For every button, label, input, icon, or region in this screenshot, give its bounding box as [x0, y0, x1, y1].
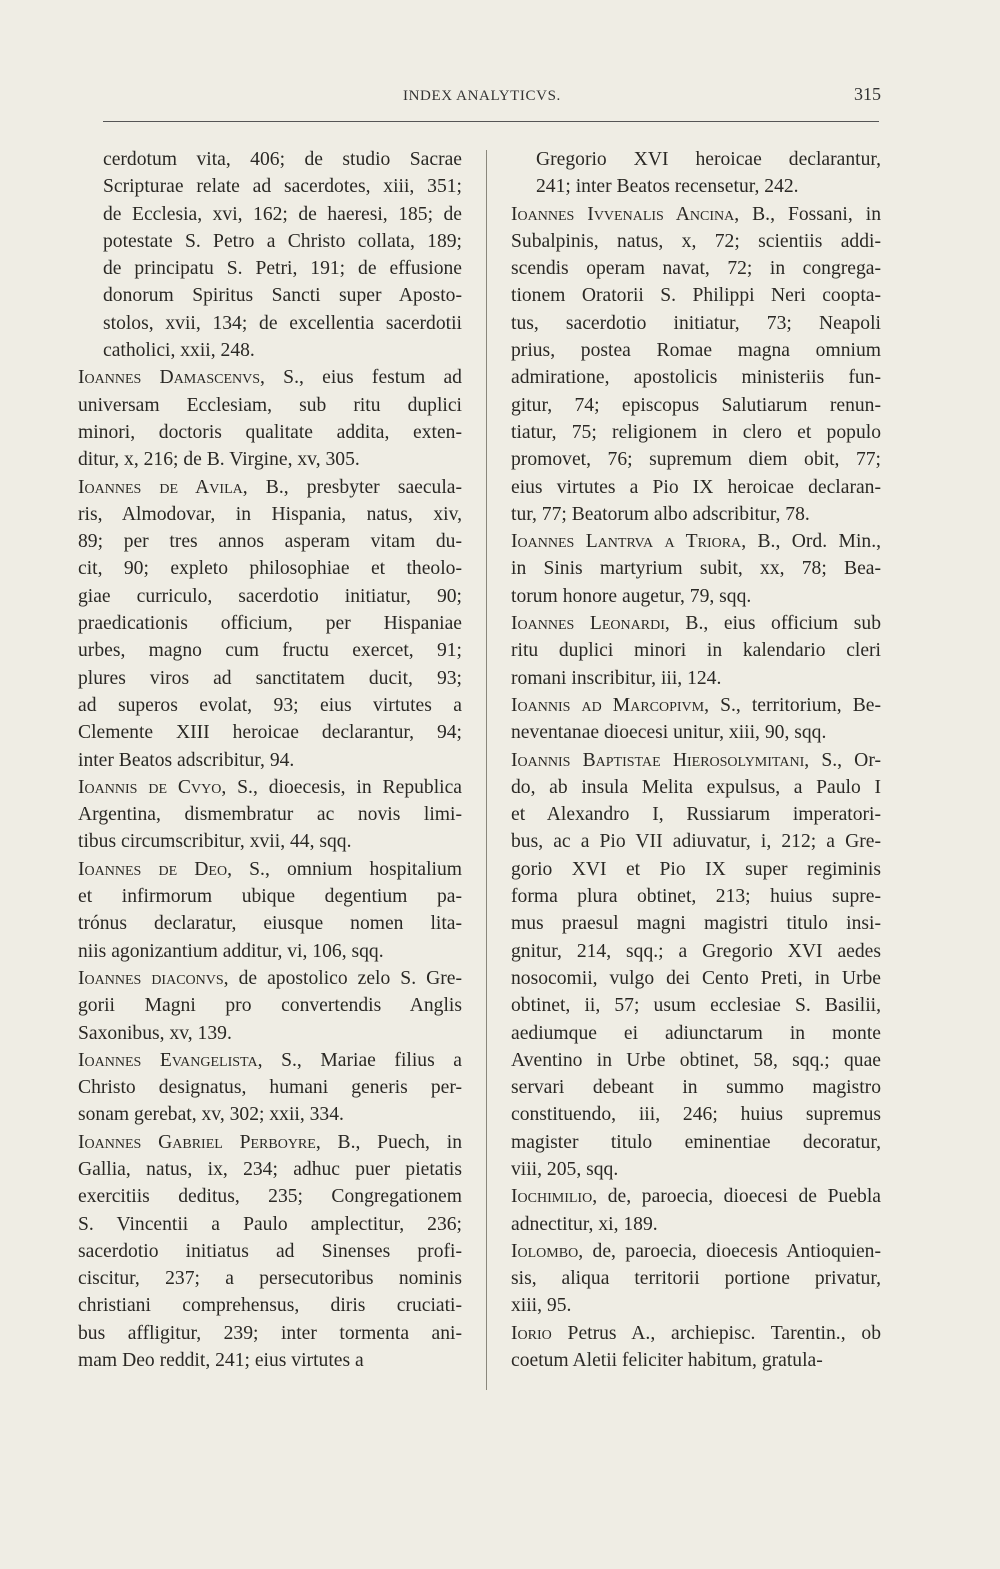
index-line — [78, 910, 462, 937]
index-line-text: ritu duplici minori in kalendario cleri — [511, 640, 881, 662]
index-line — [511, 201, 881, 228]
index-line — [511, 719, 881, 746]
index-line — [103, 173, 462, 200]
index-line — [511, 1020, 881, 1047]
index-line-text: Subalpinis, natus, x, 72; scientiis addi- — [511, 230, 881, 252]
index-line — [511, 501, 881, 528]
index-line — [511, 364, 881, 391]
index-entry — [78, 965, 462, 1047]
index-line-text: urbes, magno cum fructu exercet, 91; — [78, 640, 462, 662]
index-line — [511, 883, 881, 910]
index-line-text: inter Beatos adscribitur, 94. — [78, 749, 295, 771]
index-line-text: , B., Puech, in — [315, 1131, 462, 1153]
index-line-text: stolos, xvii, 134; de excellentia sacerdotii — [103, 312, 462, 334]
index-headword: Ioannes Evangelista — [78, 1049, 258, 1071]
index-headword: Ioannes de Deo — [78, 858, 228, 880]
index-line — [78, 1101, 462, 1128]
index-line — [511, 637, 881, 664]
index-line-text: sonam gerebat, xv, 302; xxii, 334. — [78, 1104, 344, 1126]
index-line — [78, 856, 462, 883]
index-line-text: Saxonibus, xv, 139. — [78, 1022, 232, 1044]
index-line-text: prius, postea Romae magna omnium — [511, 340, 881, 362]
index-line — [78, 392, 462, 419]
index-line — [511, 938, 881, 965]
index-entry — [511, 692, 881, 747]
index-headword: Ioannes diaconvs — [78, 967, 224, 989]
index-entry — [78, 1047, 462, 1129]
index-headword: Ioannes Leonardi — [511, 613, 665, 635]
index-line-text: , S., omnium hospitalium — [227, 858, 462, 880]
index-entry — [511, 1238, 881, 1320]
index-line-text: plures viros ad sanctitatem ducit, 93; — [78, 667, 462, 689]
index-line-text: et infirmorum ubique degentium pa- — [78, 886, 462, 908]
index-line-text: adnectitur, xi, 189. — [511, 1213, 658, 1235]
index-line-text: tus, sacerdotio initiatur, 73; Neapoli — [511, 312, 881, 334]
index-line — [511, 856, 881, 883]
index-line — [103, 255, 462, 282]
index-line — [511, 965, 881, 992]
index-line-text: , de, paroecia, dioecesi de Puebla — [592, 1186, 881, 1208]
index-entry — [78, 474, 462, 774]
index-line-text: , B., Fossani, in — [734, 203, 881, 225]
left-column — [78, 146, 462, 1374]
index-headword: Ioannis ad Marcopivm — [511, 694, 705, 716]
index-line-text: promovet, 76; supremum diem obit, 77; — [511, 449, 881, 471]
index-line-text: tur, 77; Beatorum albo adscribitur, 78. — [511, 503, 810, 525]
index-line-text: donorum Spiritus Sancti super Aposto- — [103, 285, 462, 307]
index-line-text: tionem Oratorii S. Philippi Neri coopta- — [511, 285, 881, 307]
index-headword: Ioannis Baptistae Hierosolymitani — [511, 749, 805, 771]
index-line-text: 241; inter Beatos recensetur, 242. — [536, 176, 799, 198]
index-line — [103, 146, 462, 173]
index-line-text: , S., dioecesis, in Republica — [221, 776, 462, 798]
index-line-text: potestate S. Petro a Christo collata, 189; — [103, 230, 462, 252]
index-line — [78, 883, 462, 910]
index-line — [511, 392, 881, 419]
index-line — [78, 474, 462, 501]
index-line — [103, 337, 462, 364]
index-line — [78, 1238, 462, 1265]
index-line — [78, 419, 462, 446]
index-line-text: Gregorio XVI heroicae declarantur, — [536, 149, 881, 170]
index-headword: Iolombo — [511, 1240, 579, 1262]
index-line — [511, 1320, 881, 1347]
index-line — [78, 692, 462, 719]
index-line — [78, 446, 462, 473]
index-line — [78, 583, 462, 610]
index-line-text: , S., territorium, Be- — [704, 694, 881, 716]
index-line — [511, 446, 881, 473]
index-headword: Iorio — [511, 1322, 552, 1344]
index-line — [511, 1183, 881, 1210]
index-line — [511, 801, 881, 828]
index-headword: Iochimilio — [511, 1186, 593, 1208]
index-line-text: universam Ecclesiam, sub ritu duplici — [78, 394, 462, 416]
index-line — [511, 282, 881, 309]
index-line — [78, 801, 462, 828]
index-line — [536, 146, 881, 173]
index-line-text: , de, paroecia, dioecesis Antioquien- — [578, 1240, 881, 1262]
index-line — [78, 1320, 462, 1347]
index-line — [103, 228, 462, 255]
index-line-text: gorii Magni pro convertendis Anglis — [78, 995, 462, 1017]
index-line-text: in Sinis martyrium subit, xx, 78; Bea- — [511, 558, 881, 580]
index-line-text: gorio XVI et Pio IX super regiminis — [511, 858, 881, 880]
index-line — [511, 1074, 881, 1101]
index-line-text: Gallia, natus, ix, 234; adhuc puer pietatis — [78, 1158, 462, 1180]
index-line — [511, 1292, 881, 1319]
index-line-text: 89; per tres annos asperam vitam du- — [78, 531, 462, 553]
index-entry — [511, 1320, 881, 1375]
index-line — [78, 747, 462, 774]
index-line — [78, 637, 462, 664]
header-rule — [103, 121, 879, 122]
index-line — [511, 1101, 881, 1128]
index-headword: Ioannis de Cvyo — [78, 776, 222, 798]
index-line — [511, 1265, 881, 1292]
index-headword: Ioannes Gabriel Perboyre — [78, 1131, 316, 1153]
index-line — [511, 692, 881, 719]
index-entry — [78, 1129, 462, 1375]
index-line — [78, 1074, 462, 1101]
index-entry — [511, 1183, 881, 1238]
index-line — [78, 938, 462, 965]
index-headword: Ioannes de Avila — [78, 476, 243, 498]
index-line — [78, 1292, 462, 1319]
index-line-text: tibus circumscribitur, xvii, 44, sqq. — [78, 831, 352, 853]
index-entry — [78, 774, 462, 856]
index-line — [78, 719, 462, 746]
index-line — [103, 310, 462, 337]
index-line-text: xiii, 95. — [511, 1295, 572, 1317]
index-line-text: trónus declaratur, eiusque nomen lita- — [78, 913, 462, 935]
index-line — [511, 1047, 881, 1074]
index-line-text: , B., Ord. Min., — [741, 531, 881, 553]
index-line-text: de Ecclesia, xvi, 162; de haeresi, 185; de — [103, 203, 462, 225]
index-line — [511, 1129, 881, 1156]
index-line-text: magister titulo eminentiae decoratur, — [511, 1131, 881, 1153]
index-line — [78, 965, 463, 992]
index-line-text: sacerdotio initiatus ad Sinenses profi- — [78, 1240, 462, 1262]
index-line-text: ditur, x, 216; de B. Virgine, xv, 305. — [78, 449, 360, 471]
index-line — [78, 1265, 462, 1292]
index-line-text: , de apostolico zelo S. Gre- — [223, 967, 463, 989]
index-line — [78, 501, 462, 528]
index-line-text: Christo designatus, humani generis per- — [78, 1077, 462, 1099]
index-line-text: cit, 90; expleto philosophiae et theolo- — [78, 558, 462, 580]
index-line — [511, 665, 881, 692]
index-line-text: ris, Almodovar, in Hispania, natus, xiv, — [78, 503, 462, 525]
index-line-text: exercitiis deditus, 235; Congregationem — [78, 1186, 462, 1208]
index-line-text: Clemente XIII heroicae declarantur, 94; — [78, 722, 462, 744]
index-line — [511, 828, 881, 855]
index-line-text: ad superos evolat, 93; eius virtutes a — [78, 694, 462, 716]
index-line-text: ciscitur, 237; a persecutoribus nominis — [78, 1268, 462, 1290]
index-line — [78, 1047, 462, 1074]
index-line-text: cerdotum vita, 406; de studio Sacrae — [103, 149, 462, 170]
index-line — [511, 310, 881, 337]
index-line-text: gitur, 74; episcopus Salutiarum renun- — [511, 394, 881, 416]
index-line-text: christiani comprehensus, diris cruciati- — [78, 1295, 462, 1317]
index-line-text: , S., eius festum ad — [260, 367, 462, 389]
index-line-text: obtinet, ii, 57; usum ecclesiae S. Basilii, — [511, 995, 881, 1017]
index-line-text: admiratione, apostolicis ministeriis fun- — [511, 367, 881, 389]
index-line — [536, 173, 881, 200]
index-line-text: et Alexandro I, Russiarum imperatori- — [511, 804, 881, 826]
index-line — [511, 555, 881, 582]
index-line-text: giae curriculo, sacerdotio initiatur, 90; — [78, 585, 462, 607]
index-line-text: nosocomii, vulgo dei Cento Preti, in Urbe — [511, 967, 881, 989]
index-line — [511, 774, 881, 801]
index-line-text: catholici, xxii, 248. — [103, 340, 255, 362]
index-line — [511, 747, 881, 774]
index-line-text: niis agonizantium additur, vi, 106, sqq. — [78, 940, 384, 962]
index-line — [78, 364, 462, 391]
index-line — [511, 610, 881, 637]
index-line — [511, 1238, 881, 1265]
index-line-text: viii, 205, sqq. — [511, 1158, 619, 1180]
index-line-text: neventanae dioecesi unitur, xiii, 90, sqq. — [511, 722, 827, 744]
index-line-text: Argentina, dismembratur ac novis limi- — [78, 804, 462, 826]
index-line — [78, 1156, 462, 1183]
index-line-text: constituendo, iii, 246; huius supremus — [511, 1104, 881, 1126]
page-number: 315 — [854, 84, 881, 104]
index-line-text: , S., Mariae filius a — [257, 1049, 462, 1071]
index-line — [78, 555, 462, 582]
index-entry — [511, 610, 881, 692]
index-line — [78, 774, 462, 801]
index-line — [78, 1129, 462, 1156]
index-line — [511, 910, 881, 937]
index-entry — [511, 201, 881, 529]
index-line-text: , B., presbyter saecula- — [242, 476, 462, 498]
index-line-text: romani inscribitur, iii, 124. — [511, 667, 722, 689]
index-line-text: sis, aliqua territorii portione privatur, — [511, 1268, 881, 1290]
index-line-text: , B., eius officium sub — [664, 613, 881, 635]
index-line — [511, 228, 881, 255]
index-line — [511, 337, 881, 364]
index-line — [78, 665, 462, 692]
index-line — [511, 583, 881, 610]
index-line — [511, 1156, 881, 1183]
index-line-text: Petrus A., archiepisc. Tarentin., ob — [551, 1322, 881, 1344]
index-entry — [78, 856, 462, 965]
index-line — [511, 1347, 881, 1374]
index-line-text: Aventino in Urbe obtinet, 58, sqq.; quae — [511, 1049, 881, 1071]
index-line — [78, 610, 462, 637]
index-line-text: , S., Or- — [804, 749, 881, 771]
index-line-text: de principatu S. Petri, 191; de effusione — [103, 258, 462, 280]
index-line — [78, 1183, 462, 1210]
index-line-text: bus, ac a Pio VII adiuvatur, i, 212; a Gre- — [511, 831, 881, 853]
index-line — [103, 282, 462, 309]
index-line — [78, 528, 462, 555]
right-column — [511, 146, 881, 1374]
index-line-text: praedicationis officium, per Hispaniae — [78, 613, 462, 635]
index-line — [511, 419, 881, 446]
index-entry — [78, 146, 462, 364]
index-entry — [511, 146, 881, 201]
index-headword: Ioannes Lantrva a Triora — [511, 531, 742, 553]
index-line-text: forma plura obtinet, 213; huius supre- — [511, 886, 881, 908]
index-line — [511, 992, 881, 1019]
index-line — [78, 1347, 462, 1374]
index-line-text: do, ab insula Melita expulsus, a Paulo I — [511, 776, 881, 798]
index-line — [511, 474, 881, 501]
index-line — [511, 1211, 881, 1238]
index-line — [78, 828, 462, 855]
index-line-text: mam Deo reddit, 241; eius virtutes a — [78, 1350, 364, 1372]
index-line-text: torum honore augetur, 79, sqq. — [511, 585, 752, 607]
index-line — [78, 1020, 462, 1047]
index-line-text: scendis operam navat, 72; in congrega- — [511, 258, 881, 280]
index-line-text: aediumque ei adiunctarum in monte — [511, 1022, 881, 1044]
index-line — [78, 1211, 462, 1238]
index-line-text: tiatur, 75; religionem in clero et populo — [511, 421, 881, 443]
index-line-text: mus praesul magni magistri titulo insi- — [511, 913, 881, 935]
running-title: INDEX ANALYTICVS. — [403, 88, 561, 104]
index-line-text: Scripturae relate ad sacerdotes, xiii, 351; — [103, 176, 462, 198]
index-line-text: minori, doctoris qualitate addita, exten- — [78, 421, 462, 443]
index-line — [511, 528, 881, 555]
index-line-text: servari debeant in summo magistro — [511, 1077, 881, 1099]
index-line — [103, 201, 462, 228]
index-entry — [78, 364, 462, 473]
index-entry — [511, 747, 881, 1184]
index-headword: Ioannes Ivvenalis Ancina — [511, 203, 735, 225]
column-divider — [486, 150, 487, 1390]
index-line-text: gnitur, 214, sqq.; a Gregorio XVI aedes — [511, 940, 881, 962]
index-line — [78, 992, 462, 1019]
index-line-text: bus affligitur, 239; inter tormenta ani- — [78, 1322, 462, 1344]
index-line-text: coetum Aletii feliciter habitum, gratula- — [511, 1350, 823, 1372]
index-line-text: eius virtutes a Pio IX heroicae declaran- — [511, 476, 881, 498]
index-line-text: S. Vincentii a Paulo amplectitur, 236; — [78, 1213, 462, 1235]
index-entry — [511, 528, 881, 610]
index-headword: Ioannes Damascenvs — [78, 367, 261, 389]
index-line — [511, 255, 881, 282]
